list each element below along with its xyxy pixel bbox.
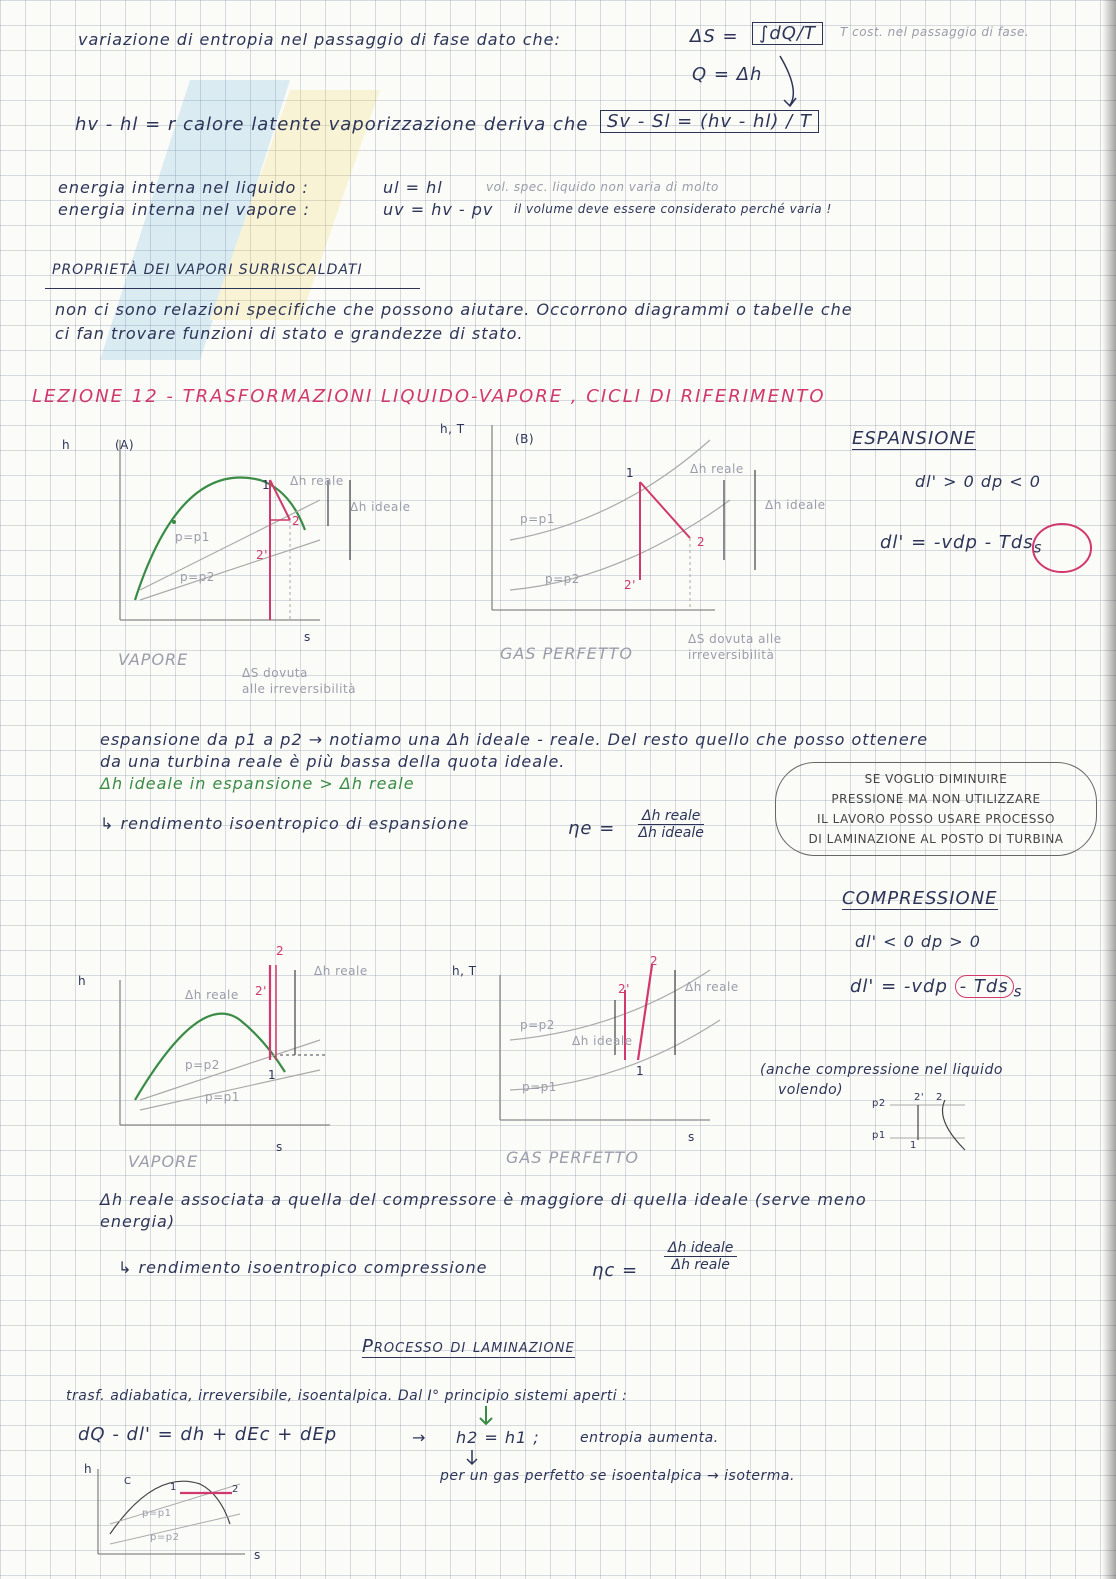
exp-a-ds-note2: alle irreversibilità: [242, 682, 357, 696]
comp-b-point-2s: 2': [618, 982, 630, 996]
q-equals-dh: Q = Δh: [692, 64, 763, 85]
expansion-text-line1: espansione da p1 a p2 → notiamo una Δh ideale - reale. Del resto quello che posso ottenere: [100, 730, 929, 749]
expansion-green-note: Δh ideale in espansione > Δh reale: [100, 774, 415, 793]
exp-a-point-2s: 2': [256, 548, 268, 562]
comp-a-point-2: 2: [276, 944, 285, 958]
comp-a-p1: p=p1: [205, 1090, 240, 1104]
expansion-condition: dl' > 0 dp < 0: [915, 472, 1041, 491]
page-edge-shadow: [1102, 0, 1116, 1579]
liquid-compression-note1: (anche compressione nel liquido: [760, 1062, 1003, 1078]
lamination-line1: trasf. adiabatica, irreversibile, isoentalpica. Dal I° principio sistemi aperti :: [66, 1388, 628, 1404]
lam-xaxis: s: [254, 1548, 261, 1562]
liquid-compression-note2: volendo): [778, 1082, 844, 1098]
internal-energy-liquid-formula: ul = hl: [383, 178, 443, 197]
exp-b-ds-note2: irreversibilità: [688, 648, 775, 662]
cloud-line1: SE VOGLIO DIMINUIRE: [864, 772, 1008, 786]
expansion-title: ESPANSIONE: [852, 428, 977, 449]
section-title-superheated: PROPRIETÀ DEI VAPORI SURRISCALDATI: [52, 262, 363, 278]
exp-a-xaxis: s: [304, 630, 311, 644]
entropy-phase-text: variazione di entropia nel passaggio di fase dato che:: [78, 30, 561, 49]
compression-text-line2: energia): [100, 1212, 176, 1231]
comp-b-p1: p=p1: [522, 1080, 557, 1094]
lamination-arrow: →: [412, 1428, 427, 1447]
exp-a-point-2: 2: [292, 514, 301, 528]
comp-a-point-1: 1: [268, 1068, 277, 1082]
latent-heat-text: hv - hl = r calore latente vaporizzazione deriva che: [75, 114, 589, 135]
exp-a-name: VAPORE: [118, 650, 189, 669]
vapor-volume-note: il volume deve essere considerato perché varia !: [514, 202, 832, 216]
lamination-tip-cloud: [775, 762, 1097, 856]
compression-equation: dl' = -vdp - Tds $_s$: [850, 976, 1023, 1001]
expansion-eta-symbol: ηe =: [568, 818, 616, 839]
liquid-p1: p1: [872, 1130, 886, 1141]
compression-eta-numerator: Δh ideale: [664, 1240, 737, 1257]
lam-p2: p=p2: [150, 1532, 180, 1543]
exp-b-p1: p=p1: [520, 512, 555, 526]
lamination-title: Processo di laminazione: [362, 1336, 575, 1357]
exp-a-ds-note1: ΔS dovuta: [242, 666, 308, 680]
lamination-gas-note: per un gas perfetto se isoentalpica → isoterma.: [440, 1468, 795, 1484]
comp-a-xaxis: s: [276, 1140, 283, 1154]
comp-b-p2: p=p2: [520, 1018, 555, 1032]
exp-b-point-1: 1: [626, 466, 635, 480]
arrow-to-formula-icon: [760, 50, 820, 110]
expansion-gas-diagram: [470, 420, 790, 660]
lam-point-2: 2: [232, 1484, 239, 1495]
exp-a-point-1: 1: [262, 478, 271, 492]
internal-energy-vapor-label: energia interna nel vapore :: [58, 200, 310, 219]
comp-a-dh-real-left: Δh reale: [185, 988, 239, 1002]
expansion-text-line2: da una turbina reale è più bassa della quota ideale.: [100, 752, 566, 771]
exp-b-point-2: 2: [697, 535, 706, 549]
expansion-eta-denominator: Δh ideale: [638, 825, 704, 841]
comp-b-point-1: 1: [636, 1064, 645, 1078]
down-arrow-icon: [462, 1448, 482, 1468]
compression-efficiency-label: ↳ rendimento isoentropico compressione: [118, 1258, 488, 1277]
compression-text-line1: Δh reale associata a quella del compressore è maggiore di quella ideale (serve meno: [100, 1190, 867, 1209]
comp-b-yaxis: h, T: [452, 964, 477, 978]
compression-eta-symbol: ηc =: [592, 1260, 639, 1281]
comp-b-xaxis: s: [688, 1130, 695, 1144]
section-underline: [45, 288, 420, 289]
down-arrow-green-icon: [476, 1404, 496, 1428]
lamination-result: h2 = h1 ;: [456, 1428, 540, 1447]
liquid-compression-diagram: [870, 1090, 980, 1160]
superheated-body-line1: non ci sono relazioni specifiche che possono aiutare. Occorrono diagrammi o tabelle che: [55, 300, 853, 319]
exp-a-p2: p=p2: [180, 570, 215, 584]
expansion-vapor-diagram: [60, 420, 390, 700]
comp-a-dh-real-right: Δh reale: [314, 964, 368, 978]
lam-point-c: C: [124, 1476, 132, 1487]
exp-b-point-2s: 2': [624, 578, 636, 592]
exp-b-p2: p=p2: [545, 572, 580, 586]
liquid-point-2: 2: [936, 1092, 943, 1103]
compression-tds-highlight: - Tds: [955, 975, 1014, 998]
expansion-eta-numerator: Δh reale: [638, 808, 704, 825]
temp-const-note: T cost. nel passaggio di fase.: [840, 25, 1030, 39]
lam-yaxis: h: [84, 1462, 93, 1476]
comp-b-name: GAS PERFETTO: [506, 1148, 639, 1167]
liquid-volume-note: vol. spec. liquido non varia di molto: [486, 180, 719, 194]
cloud-line4: DI LAMINAZIONE AL POSTO DI TURBINA: [808, 832, 1064, 846]
liquid-p2: p2: [872, 1098, 886, 1109]
entropy-difference-formula: Sv - Sl = (hv - hl) / T: [600, 110, 819, 133]
exp-a-dh-ideal: Δh ideale: [350, 500, 411, 514]
lamination-first-law: dQ - dl' = dh + dEc + dEp: [78, 1424, 338, 1445]
lam-point-1: 1: [170, 1482, 177, 1493]
comp-a-point-2s: 2': [255, 984, 267, 998]
exp-b-dh-ideal: Δh ideale: [765, 498, 826, 512]
exp-b-dh-real: Δh reale: [690, 462, 744, 476]
lamination-diagram: [80, 1464, 280, 1574]
comp-b-dh-real: Δh reale: [685, 980, 739, 994]
comp-a-p2: p=p2: [185, 1058, 220, 1072]
lesson-heading: LEZIONE 12 - TRASFORMAZIONI LIQUIDO-VAPORE , CICLI DI RIFERIMENTO: [32, 386, 826, 407]
exp-b-tag: (B): [515, 432, 535, 446]
compression-eta-denominator: Δh reale: [671, 1257, 730, 1273]
compression-title: COMPRESSIONE: [842, 888, 998, 909]
delta-s-label: ΔS =: [690, 26, 739, 47]
exp-a-dh-real: Δh reale: [290, 474, 344, 488]
exp-a-p1: p=p1: [175, 530, 210, 544]
exp-a-tag: (A): [115, 438, 135, 452]
expansion-efficiency-fraction: [638, 808, 704, 841]
lam-p1: p=p1: [142, 1508, 172, 1519]
compression-efficiency-fraction: [664, 1240, 737, 1273]
cloud-line2: PRESSIONE MA NON UTILIZZARE: [831, 792, 1041, 806]
internal-energy-liquid-label: energia interna nel liquido :: [58, 178, 309, 197]
comp-a-name: VAPORE: [128, 1152, 199, 1171]
highlight-circle-icon: [1030, 520, 1094, 576]
comp-b-point-2: 2: [650, 954, 659, 968]
expansion-equation: dl' = -vdp - Tds$_s$: [880, 532, 1043, 557]
comp-a-yaxis: h: [78, 974, 87, 988]
liquid-point-2s: 2': [914, 1092, 925, 1103]
comp-b-dh-ideal: Δh ideale: [572, 1034, 633, 1048]
superheated-body-line2: ci fan trovare funzioni di stato e grandezze di stato.: [55, 324, 524, 343]
cloud-line3: IL LAVORO POSSO USARE PROCESSO: [817, 812, 1055, 826]
exp-a-yaxis: h: [62, 438, 71, 452]
expansion-efficiency-label: ↳ rendimento isoentropico di espansione: [100, 814, 470, 833]
compression-condition: dl' < 0 dp > 0: [855, 932, 981, 951]
exp-b-ds-note1: ΔS dovuta alle: [688, 632, 782, 646]
exp-b-yaxis: h, T: [440, 422, 465, 436]
entropy-integral: ∫dQ/T: [752, 22, 823, 45]
internal-energy-vapor-formula: uv = hv - pv: [383, 200, 494, 219]
lamination-entropy-note: entropia aumenta.: [580, 1430, 719, 1446]
exp-b-name: GAS PERFETTO: [500, 644, 633, 663]
liquid-point-1: 1: [910, 1140, 917, 1151]
